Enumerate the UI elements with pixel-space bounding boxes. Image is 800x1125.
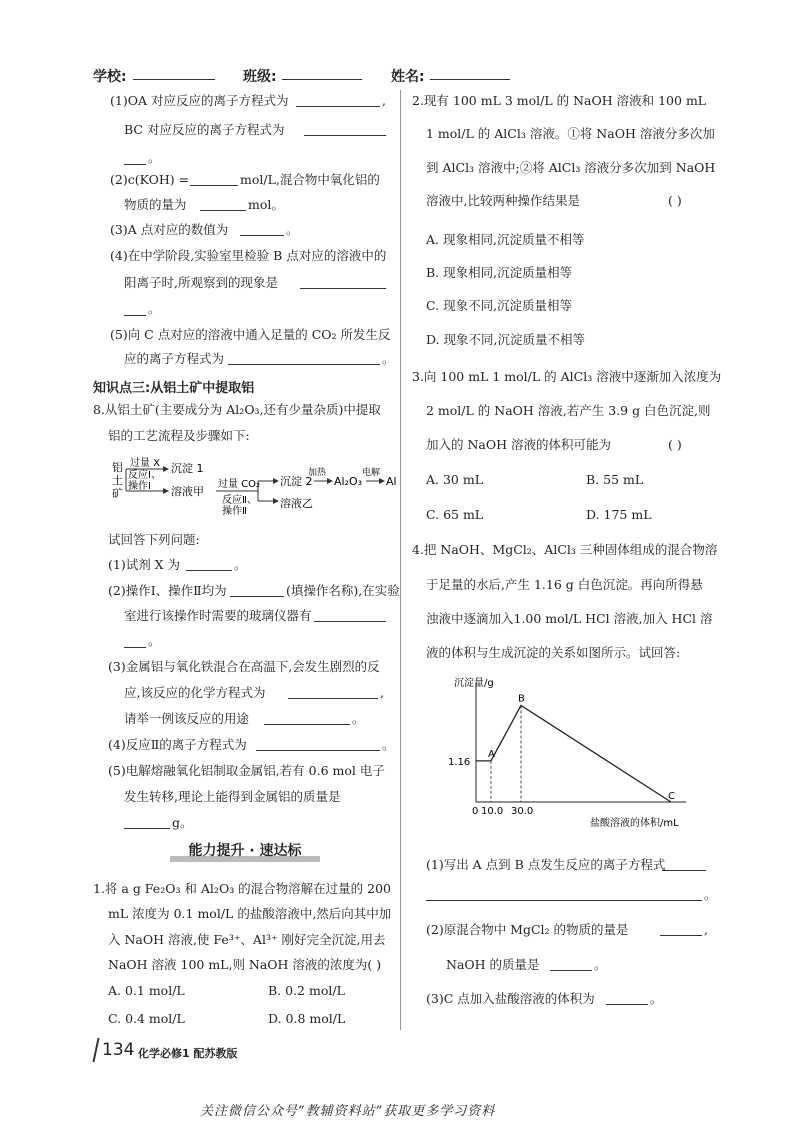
blank-al-mass[interactable] — [124, 814, 170, 829]
op2-label-1: 反应Ⅱ、 — [222, 495, 257, 506]
p4-text-a: 4.把 NaOH、MgCl₂、AlCl₃ 三种固体组成的混合物溶 — [412, 542, 718, 557]
q2-unit-2: mol。 — [248, 197, 284, 212]
op1-label-1: 反应Ⅰ、 — [128, 470, 161, 481]
page-number-slash — [92, 1038, 99, 1062]
p2-answer-paren[interactable]: ( ) — [668, 193, 682, 208]
p3-option-a[interactable]: A. 30 mL — [426, 472, 484, 487]
book-title: 化学必修1 配苏教版 — [138, 1047, 238, 1060]
ore-char-1: 铝 — [112, 461, 123, 474]
p1-option-b[interactable]: B. 0.2 mol/L — [268, 983, 345, 998]
p3-option-d[interactable]: D. 175 mL — [586, 507, 652, 522]
p1-text-c: 入 NaOH 溶液,使 Fe³⁺、Al³⁺ 刚好完全沉淀,用去 — [108, 932, 386, 947]
p2-text-d: 溶液中,比较两种操作结果是 — [426, 193, 580, 208]
q8-text-2: 铝的工艺流程及步骤如下: — [108, 428, 250, 443]
period: 。 — [382, 737, 395, 752]
p4-2-text-c: NaOH 的质量是 — [446, 957, 540, 972]
page-number: 134 — [102, 1040, 135, 1060]
q8-4-text: (4)反应Ⅱ的离子方程式为 — [108, 737, 247, 752]
q5-text-2: 应的离子方程式为 — [124, 351, 225, 366]
ore-char-3: 矿 — [112, 487, 123, 500]
blank-naoh-mass[interactable] — [550, 956, 592, 971]
blank-glassware-2[interactable] — [124, 633, 146, 648]
q-oa: (1)OA 对应反应的离子方程式为 — [110, 93, 289, 108]
p3-text-c: 加入的 NaOH 溶液的体积可能为 — [426, 437, 611, 452]
chart-x-tick-2: 30.0 — [511, 806, 534, 817]
q3-text: (3)A 点对应的数值为 — [110, 222, 229, 237]
p2-option-c[interactable]: C. 现象不同,沉淀质量相等 — [426, 298, 573, 313]
chart-y-label: 沉淀量/g — [454, 678, 494, 689]
blank-al2o3[interactable] — [200, 196, 246, 211]
q8-5-text: (5)电解熔融氧化铝制取金属铝,若有 0.6 mol 电子 — [108, 763, 385, 778]
heat-label: 加热 — [308, 468, 327, 478]
alumina-label: Al₂O₃ — [334, 475, 363, 488]
op2-label-2: 操作Ⅱ — [222, 506, 247, 517]
q8-3-text: (3)金属铝与氧化铁混合在高温下,会发生剧烈的反 — [108, 659, 380, 674]
reagent-x-label: 过量 X — [130, 458, 161, 469]
chart-x-label: 盐酸溶液的体积/mL — [590, 818, 679, 829]
blank-a-value[interactable] — [240, 221, 284, 236]
q8-intro: 试回答下列问题: — [108, 532, 200, 547]
p1-text-d: NaOH 溶液 100 mL,则 NaOH 溶液的浓度为( ) — [108, 957, 382, 972]
co2-label: 过量 CO₂ — [218, 479, 261, 490]
chart-point-label-A: A — [488, 748, 495, 760]
q8-2-text-c: 室进行该操作时需要的玻璃仪器有 — [124, 608, 312, 623]
p4-2-text: (2)原混合物中 MgCl₂ 的物质的量是 — [426, 922, 629, 937]
chart-x-tick-0: 0 — [472, 806, 479, 817]
comma: , — [380, 685, 384, 700]
q8-2-text: (2)操作Ⅰ、操作Ⅱ均为 — [108, 583, 227, 598]
blank-ab-eq[interactable] — [662, 856, 706, 871]
blank-oa[interactable] — [296, 92, 380, 107]
p2-text-a: 2.现有 100 mL 3 mol/L 的 NaOH 溶液和 100 mL — [412, 93, 707, 108]
chart-point-label-B: B — [518, 693, 525, 705]
precip1-label: 沉淀 1 — [171, 462, 204, 475]
period: 。 — [352, 711, 365, 726]
class-blank[interactable] — [282, 65, 362, 80]
p4-text-d: 液的体积与生成沉淀的关系如图所示。试回答: — [426, 645, 681, 660]
p3-option-c[interactable]: C. 65 mL — [426, 507, 484, 522]
period: 。 — [148, 301, 161, 316]
school-label: 学校: — [93, 69, 127, 85]
q-bc: BC 对应反应的离子方程式为 — [124, 122, 285, 137]
period: 。 — [148, 633, 161, 648]
chart-series-line — [476, 705, 671, 802]
ability-heading — [170, 840, 320, 864]
period: 。 — [382, 351, 395, 366]
class-label: 班级: — [243, 69, 277, 85]
q4-text: (4)在中学阶段,实验室里检验 B 点对应的溶液中的 — [110, 248, 387, 263]
p2-text-c: 到 AlCl₃ 溶液中;②将 AlCl₃ 溶液分多次加到 NaOH — [426, 160, 716, 175]
p3-text-a: 3.向 100 mL 1 mol/L 的 AlCl₃ 溶液中逐渐加入浓度为 — [412, 369, 722, 384]
q8-text: 8.从铝土矿(主要成分为 Al₂O₃,还有少量杂质)中提取 — [93, 402, 381, 417]
blank-mgcl2[interactable] — [660, 921, 702, 936]
chart-point-label-C: C — [668, 791, 675, 802]
footer-note: 关注微信公众号“教辅资料站”获取更多学习资料 — [200, 1104, 496, 1119]
p4-text-b: 于足量的水后,产生 1.16 g 白色沉淀。再向所得悬 — [426, 577, 703, 592]
comma: , — [382, 93, 386, 108]
p3-option-b[interactable]: B. 55 mL — [586, 472, 644, 487]
p3-text-b: 2 mol/L 的 NaOH 溶液,若产生 3.9 g 白色沉淀,则 — [426, 403, 711, 418]
p2-option-d[interactable]: D. 现象不同,沉淀质量不相等 — [426, 332, 585, 347]
comma: , — [704, 922, 708, 937]
period: 。 — [704, 887, 717, 902]
p4-3-text: (3)C 点加入盐酸溶液的体积为 — [426, 991, 595, 1006]
unit-g: g。 — [172, 815, 193, 830]
period: 。 — [650, 991, 663, 1006]
ore-char-2: 土 — [112, 474, 123, 487]
section-heading: 知识点三:从铝土矿中提取铝 — [93, 381, 255, 396]
p1-option-a[interactable]: A. 0.1 mol/L — [108, 983, 185, 998]
p3-answer-paren[interactable]: ( ) — [668, 437, 682, 452]
ability-heading-text: 能力提升 · 速达标 — [188, 843, 302, 859]
name-blank[interactable] — [430, 65, 510, 80]
period: 。 — [234, 557, 247, 572]
p1-option-c[interactable]: C. 0.4 mol/L — [108, 1011, 185, 1026]
blank-reaction2-eq[interactable] — [256, 736, 380, 751]
q2-unit: mol/L,混合物中氧化铝的 — [240, 172, 380, 187]
q8-5-text-b: 发生转移,理论上能得到金属铝的质量是 — [124, 789, 341, 804]
q8-3-text-d: 请举一例该反应的用途 — [124, 711, 250, 726]
blank-c-volume[interactable] — [606, 990, 648, 1005]
blank-ab-eq-2[interactable] — [426, 886, 702, 901]
al-label: Al — [386, 475, 397, 488]
p2-option-b[interactable]: B. 现象相同,沉淀质量相等 — [426, 265, 573, 280]
period: 。 — [594, 957, 607, 972]
op1-label-2: 操作Ⅰ — [128, 481, 151, 492]
q2-text-2: 物质的量为 — [124, 197, 187, 212]
p1-text-b: mL 浓度为 0.1 mol/L 的盐酸溶液中,然后向其中加 — [108, 906, 392, 921]
period: 。 — [286, 222, 299, 237]
filtrate-b-label: 溶液乙 — [280, 497, 313, 510]
chart-y-tick-0: 1.16 — [448, 756, 471, 768]
blank-thermite-use[interactable] — [264, 710, 350, 725]
filtrate-a-label: 溶液甲 — [171, 485, 204, 498]
q8-1-text: (1)试剂 X 为 — [108, 557, 181, 572]
p2-text-b: 1 mol/L 的 AlCl₃ 溶液。①将 NaOH 溶液分多次加 — [426, 126, 715, 141]
electrolysis-label: 电解 — [362, 468, 381, 478]
p1-text-a: 1.将 a g Fe₂O₃ 和 Al₂O₃ 的混合物溶解在过量的 200 — [93, 881, 392, 896]
process-flow-diagram — [108, 455, 398, 525]
q8-3-text-b: 应,该反应的化学方程式为 — [124, 685, 266, 700]
blank-phenomenon[interactable] — [300, 274, 386, 289]
blank-bc[interactable] — [304, 121, 386, 136]
period: 。 — [148, 150, 161, 165]
p1-option-d[interactable]: D. 0.8 mol/L — [268, 1011, 346, 1026]
p4-text-c: 浊液中逐滴加入1.00 mol/L HCl 溶液,加入 HCl 溶 — [426, 611, 713, 626]
school-blank[interactable] — [133, 65, 215, 80]
p2-option-a[interactable]: A. 现象相同,沉淀质量不相等 — [426, 232, 585, 247]
blank-phenomenon-2[interactable] — [124, 301, 146, 316]
q5-text: (5)向 C 点对应的溶液中通入足量的 CO₂ 所发生反 — [110, 327, 391, 342]
chart-x-tick-1: 10.0 — [481, 806, 504, 817]
q8-2-text-b: (填操作名称),在实验 — [286, 583, 400, 598]
q2-text: (2)c(KOH) = — [110, 172, 190, 187]
p4-1-text: (1)写出 A 点到 B 点发生反应的离子方程式 — [426, 857, 666, 872]
blank-thermite-eq[interactable] — [288, 684, 378, 699]
precip2-label: 沉淀 2 — [280, 475, 313, 488]
name-label: 姓名: — [391, 69, 425, 85]
blank-bc-2[interactable] — [124, 150, 146, 165]
blank-glassware[interactable] — [314, 607, 386, 622]
column-divider — [400, 90, 401, 1030]
blank-koh[interactable] — [190, 171, 238, 186]
precipitate-chart — [440, 672, 700, 832]
q4-text-2: 阳离子时,所观察到的现象是 — [124, 275, 278, 290]
blank-co2-eq[interactable] — [228, 350, 380, 365]
blank-operation[interactable] — [230, 582, 284, 597]
blank-reagent-x[interactable] — [186, 556, 232, 571]
